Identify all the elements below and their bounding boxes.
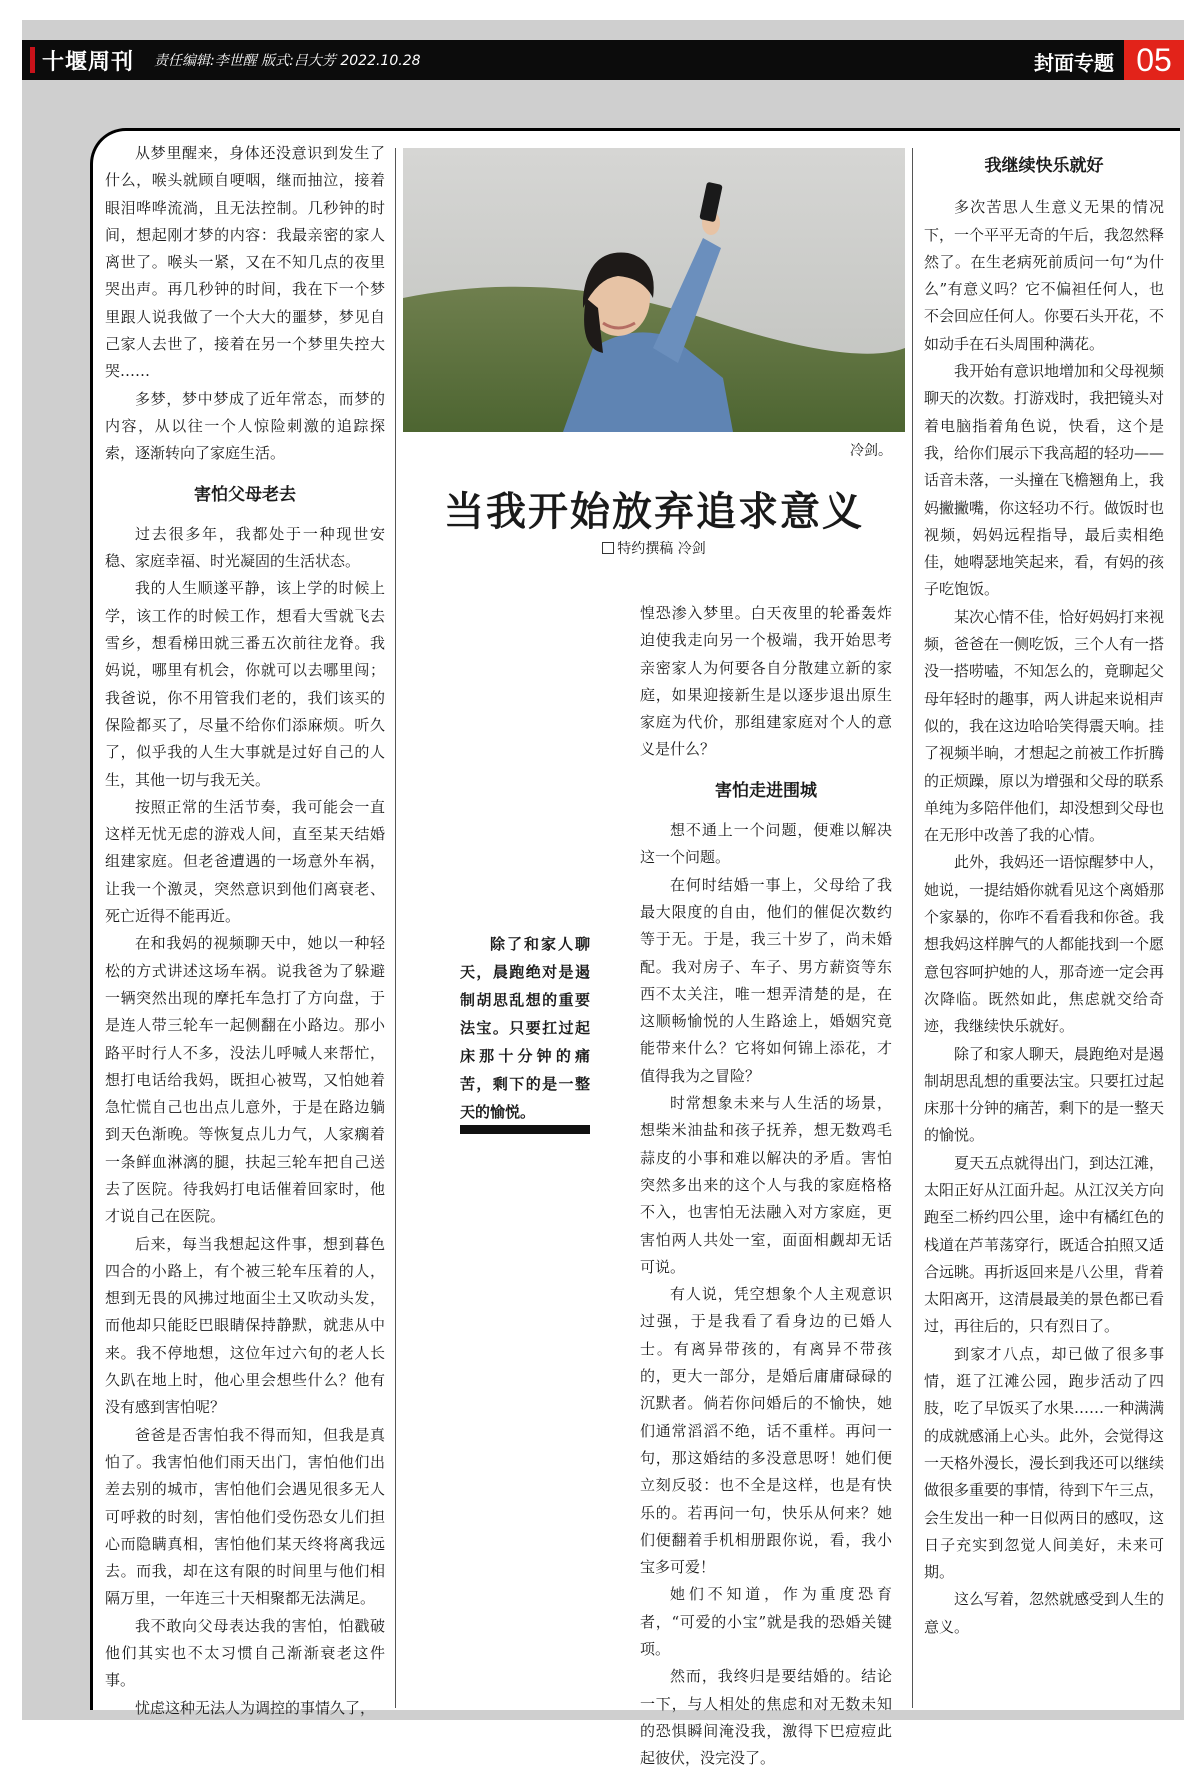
paragraph: 有人说，凭空想象个人主观意识过强，于是我看了看身边的已婚人士。有离异带孩的，有离异不带孩的，更大一部分，是婚后庸庸碌碌的沉默者。倘若你问婚后的不愉快，她们通常滔滔不绝，话不重样。再问一句，那这婚结的多没意思呀！她们便立刻反驳：也不全是这样，也是有快乐的。若再问一句，快乐从何来？她们便翻着手机相册跟你说，看，我小宝多可爱！ bbox=[640, 1285, 892, 1577]
paragraph: 我的人生顺遂平静，该上学的时候上学，该工作的时候工作，想看大雪就飞去雪乡，想看梯田就三番五次前往龙脊。我妈说，哪里有机会，你就可以去哪里闯；我爸说，你不用管我们老的，我们该买的保险都买了，尽量不给你们添麻烦。听久了，似乎我的人生大事就是过好自己的人生，其他一切与我无关。 bbox=[105, 579, 385, 789]
paragraph: 我开始有意识地增加和父母视频聊天的次数。打游戏时，我把镜头对着电脑指着角色说，快看，这个是我，给你们展示下我高超的轻功——话音未落，一头撞在飞檐翘角上，我妈撇撇嘴，你这轻功不行。做饭时也视频，妈妈远程指导，最后卖相绝佳，她嘚瑟地笑起来，看，有妈的孩子吃饱饭。 bbox=[924, 362, 1165, 599]
subheading: 害怕父母老去 bbox=[194, 484, 296, 505]
article-column-1 bbox=[105, 140, 385, 1722]
byline-square-icon bbox=[602, 542, 614, 554]
article-column-3 bbox=[924, 153, 1164, 1641]
masthead-logo bbox=[22, 40, 142, 80]
masthead-title: 十堰周刊 bbox=[42, 48, 135, 75]
byline-text: 特约撰稿 冷剑 bbox=[617, 541, 706, 557]
page-header bbox=[22, 40, 1184, 80]
page-number: 05 bbox=[1124, 40, 1184, 80]
paragraph: 忧虑这种无法人为调控的事情久了， bbox=[135, 1698, 376, 1717]
section-title: 封面专题 bbox=[1034, 51, 1114, 75]
paragraph: 惶恐渗入梦里。白天夜里的轮番轰炸迫使我走向另一个极端，我开始思考亲密家人为何要各自分散建立新的家庭，如果迎接新生是以逐步退出原生家庭为代价，那组建家庭对个人的意义是什么？ bbox=[640, 604, 892, 759]
paragraph: 多梦，梦中梦成了近年常态，而梦的内容，从以往一个人惊险刺激的追踪探索，逐渐转向了家庭生活。 bbox=[105, 389, 385, 463]
paragraph: 爸爸是否害怕我不得而知，但我是真怕了。我害怕他们雨天出门，害怕他们出差去别的城市，害怕他们会遇见很多无人可呼救的时刻，害怕他们受伤恐女儿们担心而隐瞒真相，害怕他们某天终将离我远去。而我，却在这有限的时间里与他们相隔万里，一年连三十天相聚都无法满足。 bbox=[105, 1425, 385, 1608]
article-photo bbox=[403, 148, 905, 432]
masthead-red-bar bbox=[30, 47, 35, 73]
paragraph: 她们不知道，作为重度恐育者，“可爱的小宝”就是我的恐婚关键项。 bbox=[640, 1585, 892, 1658]
paragraph: 我不敢向父母表达我的害怕，怕戳破他们其实也不太习惯自己渐渐衰老这件事。 bbox=[105, 1616, 385, 1690]
paragraph: 想不通上一个问题，便难以解决这一个问题。 bbox=[640, 821, 892, 867]
subheading: 我继续快乐就好 bbox=[984, 156, 1104, 176]
paragraph: 从梦里醒来，身体还没意识到发生了什么，喉头就顾自哽咽，继而抽泣，接着眼泪哗哗流淌，且无法控制。几秒钟的时间，想起刚才梦的内容：我最亲密的家人离世了。喉头一紧，又在不知几点的夜里哭出声。再几秒钟的时间，我在下一个梦里跟人说我做了一个大大的噩梦，梦见自己家人去世了，接着在另一个梦里失控大哭…… bbox=[105, 144, 385, 381]
paragraph: 过去很多年，我都处于一种现世安稳、家庭幸福、时光凝固的生活状态。 bbox=[105, 524, 385, 571]
paragraph: 到家才八点，却已做了很多事情，逛了江滩公园，跑步活动了四肢，吃了早饭买了水果……一种满满的成就感涌上心头。此外，会觉得这一天格外漫长，漫长到我还可以继续做很多重要的事情，待到下午三点，会生发出一种一日似两日的感叹，这日子充实到忽觉人间美好，未来可期。 bbox=[924, 1344, 1165, 1582]
paragraph: 按照正常的生活节奏，我可能会一直这样无忧无虑的游戏人间，直至某天结婚组建家庭。但老爸遭遇的一场意外车祸，让我一个激灵，突然意识到他们离衰老、死亡近得不能再近。 bbox=[105, 797, 385, 926]
pull-quote: 除了和家人聊天，晨跑绝对是遏制胡思乱想的重要法宝。只要扛过起床那十分钟的痛苦，剩下的是一整天的愉悦。 bbox=[460, 935, 590, 1121]
subheading: 害怕走进围城 bbox=[715, 780, 817, 801]
editor-credits: 责任编辑:李世醒 版式:吕大芳 2022.10.28 bbox=[154, 53, 421, 69]
paragraph: 在何时结婚一事上，父母给了我最大限度的自由，他们的催促次数约等于无。于是，我三十岁了，尚未婚配。我对房子、车子、男方薪资等东西不太关注，唯一想弄清楚的是，在这顺畅愉悦的人生路途上，婚姻究竟能带来什么？它将如何锦上添花，才值得我为之冒险？ bbox=[640, 875, 892, 1085]
paragraph: 此外，我妈还一语惊醒梦中人，她说，一提结婚你就看见这个离婚那个家暴的，你咋不看看我和你爸。我想我妈这样脾气的人都能找到一个愿意包容呵护她的人，那奇迹一定会再次降临。既然如此，焦虑就交给奇迹，我继续快乐就好。 bbox=[924, 853, 1165, 1036]
article-column-2 bbox=[640, 600, 892, 1772]
column-divider bbox=[912, 148, 913, 1708]
article-title: 当我开始放弃追求意义 bbox=[444, 488, 864, 535]
paragraph: 在和我妈的视频聊天中，她以一种轻松的方式讲述这场车祸。说我爸为了躲避一辆突然出现的摩托车急打了方向盘，于是连人带三轮车一起侧翻在小路边。那小路平时行人不多，没法儿呼喊人来帮忙，想打电话给我妈，既担心被骂，又怕她着急忙慌自己也出点儿意外，于是在路边躺到天色渐晚。等恢复点儿力气，人家瘸着一条鲜血淋漓的腿，扶起三轮车把自己送去了医院。待我妈打电话催着回家时，他才说自己在医院。 bbox=[105, 934, 385, 1226]
woman-taking-selfie-photo bbox=[403, 148, 905, 432]
pull-quote-rule bbox=[460, 1125, 590, 1134]
paragraph: 除了和家人聊天，晨跑绝对是遏制胡思乱想的重要法宝。只要扛过起床那十分钟的痛苦，剩下的是一整天的愉悦。 bbox=[924, 1044, 1165, 1145]
paragraph: 某次心情不佳，恰好妈妈打来视频，爸爸在一侧吃饭，三个人有一搭没一搭唠嗑，不知怎么的，竟聊起父母年轻时的趣事，两人讲起来说相声似的，我在这边哈哈笑得震天响。挂了视频半晌，才想起之前被工作折腾的正烦躁，原以为增强和父母的联系单纯为多陪伴他们，却没想到父母也在无形中改善了我的心情。 bbox=[924, 607, 1165, 845]
column-divider bbox=[395, 148, 396, 1708]
photo-credit: 冷剑。 bbox=[850, 443, 892, 459]
paragraph: 后来，每当我想起这件事，想到暮色四合的小路上，有个被三轮车压着的人，想到无畏的风拂过地面尘土又吹动头发，而他却只能眨巴眼睛保持静默，就悲从中来。我不停地想，这位年过六旬的老人长久趴在地上时，他心里会想些什么？他有没有感到害怕呢？ bbox=[105, 1234, 385, 1417]
paragraph: 夏天五点就得出门，到达江滩，太阳正好从江面升起。从江汉关方向跑至二桥约四公里，途中有橘红色的栈道在芦苇荡穿行，既适合拍照又适合远眺。再折返回来是八公里，背着太阳离开，这清晨最美的景色都已看过，再往后的，只有烈日了。 bbox=[924, 1153, 1165, 1336]
paragraph: 多次苦思人生意义无果的情况下，一个平平无奇的午后，我忽然释然了。在生老病死前质问一句“为什么”有意义吗？它不偏袒任何人，也不会回应任何人。你要石头开花，不如动手在石头周围种满花。 bbox=[924, 198, 1165, 353]
paragraph: 然而，我终归是要结婚的。结论一下，与人相处的焦虑和对无数未知的恐惧瞬间淹没我，激得下巴痘痘此起彼伏，没完没了。 bbox=[640, 1667, 892, 1768]
paragraph: 时常想象未来与人生活的场景，想柴米油盐和孩子抚养，想无数鸡毛蒜皮的小事和难以解决的矛盾。害怕突然多出来的这个人与我的家庭格格不入，也害怕无法融入对方家庭，更害怕两人共处一室，面面相觑却无话可说。 bbox=[640, 1094, 892, 1276]
paragraph: 这么写着，忽然就感受到人生的意义。 bbox=[924, 1590, 1165, 1636]
byline bbox=[403, 538, 905, 558]
